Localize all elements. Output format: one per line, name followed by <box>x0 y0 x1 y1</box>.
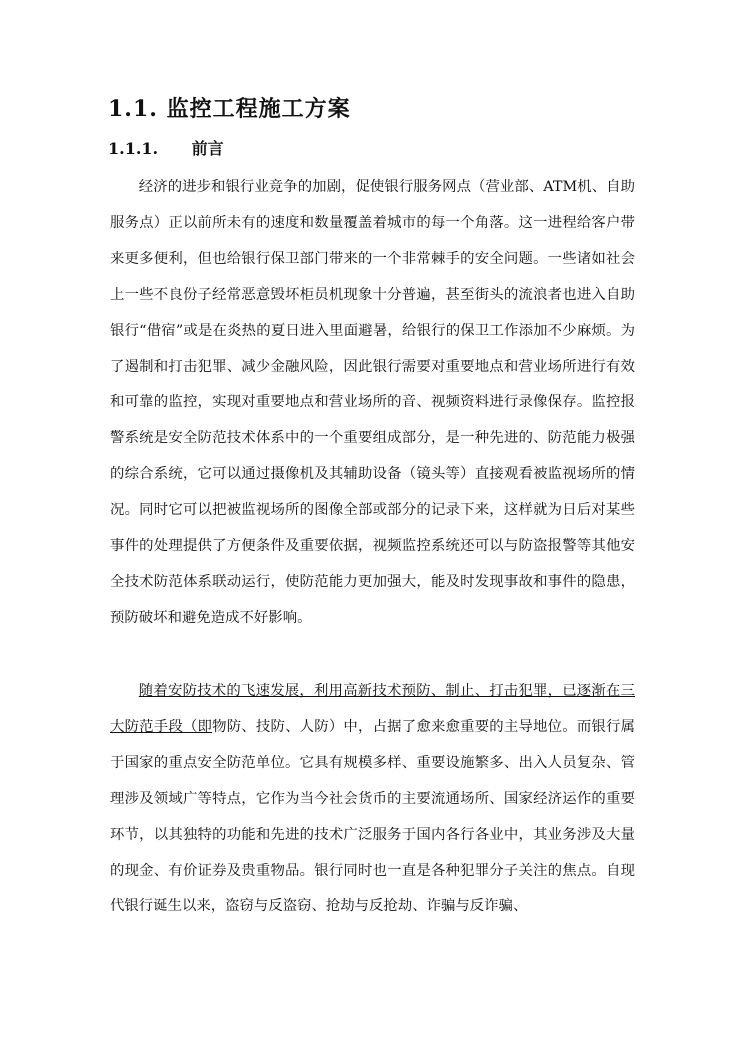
section-title: 监控工程施工方案 <box>166 96 351 122</box>
section-number: 1.1. <box>108 96 158 122</box>
subsection-heading <box>108 136 224 159</box>
subsection-title: 前言 <box>191 139 224 158</box>
paragraph-security-tech <box>110 674 635 925</box>
underlined-text: 随着安防技术的飞速发展，利用高新技术预防、制止、打击犯罪，已逐渐在三大防范手段（即 <box>110 683 635 735</box>
subsection-number: 1.1.1. <box>108 139 159 158</box>
section-heading <box>108 92 351 123</box>
paragraph-text: 物防、技防、人防）中，占据了愈来愈重要的主导地位。而银行属于国家的重点安全防范单位。它具有规模多样、重要设施繁多、出入人员复杂、管理涉及领域广等特点，它作为当今社会货币的主要流通场所、国家经济运作的重要环节，以其独特的功能和先进的技术广泛服务于国内各行各业中，其业务涉及大量的现金、有价证券及贵重物品。银行同时也一直是各种犯罪分子关注的焦点。自现代银行诞生以来，盗窃与反盗窃、抢劫与反抢劫、诈骗与反诈骗、 <box>110 718 635 915</box>
paragraph-intro: 经济的进步和银行业竞争的加剧，促使银行服务网点（营业部、ATM机、自助服务点）正以前所未有的速度和数量覆盖着城市的每一个角落。这一进程给客户带来更多便利，但也给银行保卫部门带来的一个非常棘手的安全问题。一些诸如社会上一些不良份子经常恶意毁坏柜员机现象十分普遍，甚至街头的流浪者也进入自助银行“借宿”或是在炎热的夏日进入里面避暑，给银行的保卫工作添加不少麻烦。为了遏制和打击犯罪、减少金融风险，因此银行需要对重要地点和营业场所进行有效和可靠的监控，实现对重要地点和营业场所的音、视频资料进行录像保存。监控报警系统是安全防范技术体系中的一个重要组成部分，是一种先进的、防范能力极强的综合系统，它可以通过摄像机及其辅助设备（镜头等）直接观看被监视场所的情况。同时它可以把被监视场所的图像全部或部分的记录下来，这样就为日后对某些事件的处理提供了方便条件及重要依据，视频监控系统还可以与防盗报警等其他安全技术防范体系联动运行，使防范能力更加强大，能及时发现事故和事件的隐患，预防破坏和避免造成不好影响。 <box>110 179 635 626</box>
